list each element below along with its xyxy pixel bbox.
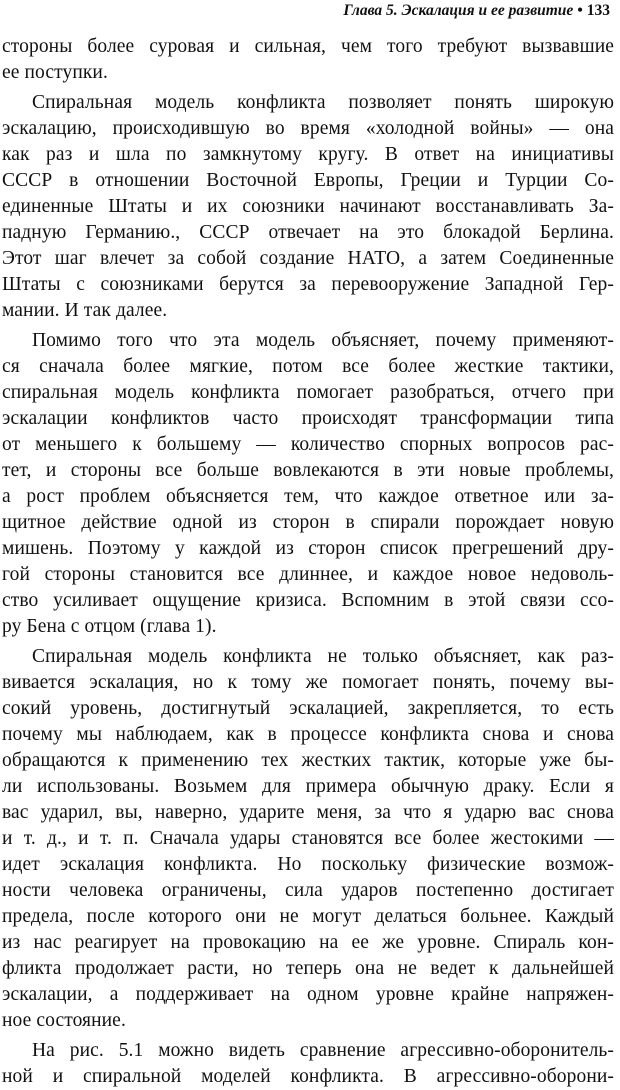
text-line: а рост проблем объясняется тем, что каждое ответное или за- — [2, 486, 614, 507]
text-line: Штаты с союзниками берутся за перевооружение Западной Гер- — [2, 274, 614, 295]
text-line: предела, после которого они не могут делаться больнее. Каждый — [2, 906, 614, 927]
text-line: Этот шаг влечет за собой создание НАТО, а затем Соединенные — [2, 248, 614, 269]
paragraph-3 — [2, 328, 614, 640]
paragraph-2 — [2, 90, 614, 324]
text-line: эскалации, а поддерживает на одном уровне крайне напряжен- — [2, 984, 614, 1005]
text-line: ности человека ограничены, сила ударов постепенно достигает — [2, 880, 614, 901]
text-line: ся сначала более мягкие, потом все более жесткие тактики, — [2, 356, 614, 377]
text-line: эскалацию, происходившую во время «холодной войны» — она — [2, 118, 614, 139]
text-line: гой стороны становится все длиннее, и каждое новое недоволь- — [2, 564, 614, 585]
text-line: почему мы наблюдаем, как в процессе конфликта снова и снова — [2, 724, 614, 745]
text-line: фликта продолжает расти, но теперь она не ведет к дальнейшей — [2, 958, 614, 979]
text-line: падную Германию., СССР отвечает на это блокадой Берлина. — [2, 222, 614, 243]
text-line: ное состояние. — [2, 1010, 126, 1031]
text-line: стороны более суровая и сильная, чем того требуют вызвавшие — [2, 36, 614, 57]
text-line: идет эскалация конфликта. Но поскольку физические возмож- — [2, 854, 614, 875]
page-body — [2, 34, 614, 1090]
text-line: как раз и шла по замкнутому кругу. В ответ на инициативы — [2, 144, 614, 165]
text-line: эскалации конфликтов часто происходят трансформации типа — [2, 408, 614, 429]
paragraph-4 — [2, 644, 614, 1034]
text-line: щитное действие одной из сторон в спирали порождает новую — [2, 512, 614, 533]
text-line: тет, и стороны все больше вовлекаются в эти новые проблемы, — [2, 460, 614, 481]
text-line: Спиральная модель конфликта не только объясняет, как раз- — [32, 646, 614, 667]
paragraph-1 — [2, 34, 614, 86]
chapter-title: Глава 5. Эскалация и ее развитие — [343, 2, 574, 19]
text-line: СССР в отношении Восточной Европы, Греции и Турции Со- — [2, 170, 614, 191]
text-line: и т. д., и т. п. Сначала удары становятся все более жестокими — — [2, 828, 614, 849]
running-head — [343, 2, 610, 20]
text-line: мишень. Поэтому у каждой из сторон список прегрешений дру- — [2, 538, 614, 559]
text-line: единенные Штаты и их союзники начинают восстанавливать За- — [2, 196, 614, 217]
text-line: из нас реагирует на провокацию на ее же уровне. Спираль кон- — [2, 932, 614, 953]
text-line: от меньшего к большему — количество спорных вопросов рас- — [2, 434, 614, 455]
text-line: ее поступки. — [2, 62, 108, 83]
text-line: вивается эскалация, но к тому же помогает понять, почему вы- — [2, 672, 614, 693]
text-line: ру Бена с отцом (глава 1). — [2, 616, 217, 637]
text-line: Спиральная модель конфликта позволяет понять широкую — [32, 92, 614, 113]
text-line: спиральная модель конфликта помогает разобраться, отчего при — [2, 382, 614, 403]
text-line: вас ударил, вы, наверно, ударите меня, за что я ударю вас снова — [2, 802, 614, 823]
text-line: сокий уровень, достигнутый эскалацией, закрепляется, то есть — [2, 698, 614, 719]
page-number: 133 — [586, 2, 610, 19]
text-line: ной и спиральной моделей конфликта. В агрессивно-оборони- — [2, 1066, 614, 1087]
text-line: ли использованы. Возьмем для примера обычную драку. Если я — [2, 776, 614, 797]
text-line: На рис. 5.1 можно видеть сравнение агрессивно-оборонитель- — [32, 1040, 614, 1061]
text-line: ство усиливает ощущение кризиса. Вспомним в этой связи ссо- — [2, 590, 614, 611]
text-line: обращаются к применению тех жестких тактик, которые уже бы- — [2, 750, 614, 771]
header-bullet: • — [577, 2, 583, 19]
text-line: мании. И так далее. — [2, 300, 168, 321]
paragraph-5 — [2, 1038, 614, 1090]
text-line: Помимо того что эта модель объясняет, почему применяют- — [32, 330, 614, 351]
